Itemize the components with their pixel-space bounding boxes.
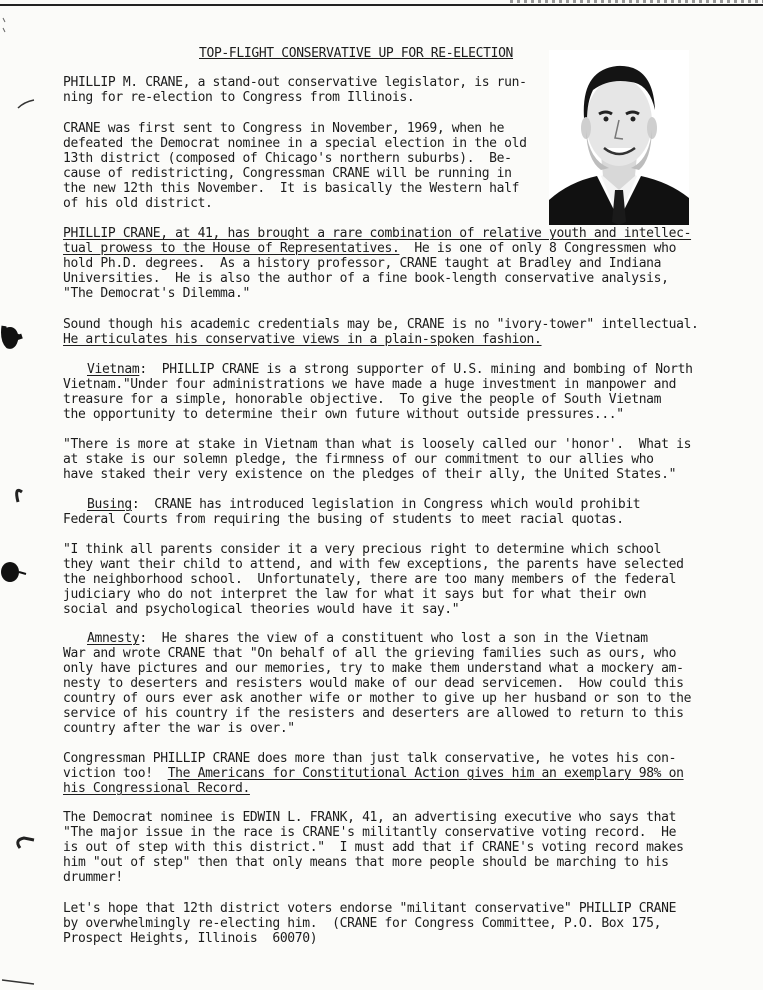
busing-quote-line-1: "I think all parents consider it a very precious right to determine which school [63,542,662,557]
top-border-rule [0,4,763,6]
voting-line-2 [63,766,684,781]
opponent-line-5: drummer! [63,870,123,885]
opponent-line-2: "The major issue in the race is CRANE's militantly conservative voting record. He [63,825,677,840]
background-line-6: of his old district. [63,196,213,211]
background-line-4: cause of redistricting, Congressman CRANE will be running in [63,166,512,181]
vietnam-quote-line-3: have staked their very existence on the pledges of their ally, the United States." [63,467,677,482]
busing-quote-line-2: they want their child to attend, and with few exceptions, the parents have selected [63,557,684,572]
plain-spoken-line-2: He articulates his conservative views in a plain-spoken fashion. [63,332,542,347]
closing-line-3: Prospect Heights, Illinois 60070) [63,931,318,946]
amnesty-line-6: service of his country if the resisters and deserters are allowed to return to this [63,706,684,721]
vietnam-heading: Vietnam [87,362,140,377]
busing-quote-line-4: judiciary who do not interpret the law for what it says but for what their own [63,587,647,602]
busing-quote-line-3: the neighborhood school. Unfortunately, there are too many members of the federal [63,572,677,587]
intro-line-2: ning for re-election to Congress from Illinois. [63,90,415,105]
opponent-line-3: is out of step with this district." I must add that if CRANE's voting record makes [63,840,684,855]
credentials-line-4: Universities. He is also the author of a fine book-length conservative analysis, [63,271,669,286]
voting-line-3: his Congressional Record. [63,781,250,796]
credentials-line-5: "The Democrat's Dilemma." [63,286,250,301]
plain-spoken-line-1: Sound though his academic credentials may be, CRANE is no "ivory-tower" intellectual. [63,317,699,332]
vietnam-quote-line-1: "There is more at stake in Vietnam than what is loosely called our 'honor'. What is [63,437,692,452]
background-line-2: defeated the Democrat nominee in a special election in the old [63,136,527,151]
credentials-underlined-phrase: tual prowess to the House of Representatives. [63,241,400,256]
aca-rating-phrase: The Americans for Constitutional Action gives him an exemplary 98% on [167,766,684,781]
vietnam-quote-line-2: at stake is our solemn pledge, the firmness of our commitment to our allies who [63,452,654,467]
closing-line-1: Let's hope that 12th district voters endorse "militant conservative" PHILLIP CRANE [63,901,677,916]
closing-line-2: by overwhelmingly re-electing him. (CRANE for Congress Committee, P.O. Box 175, [63,916,662,931]
vietnam-line-1-text: : PHILLIP CRANE is a strong supporter of U.S. mining and bombing of North [139,362,693,377]
opponent-line-4: him "out of step" then that only means that more people should be marching to his [63,855,669,870]
credentials-line-3: hold Ph.D. degrees. As a history professor, CRANE taught at Bradley and Indiana [63,256,662,271]
busing-line-1-text: : CRANE has introduced legislation in Congress which would prohibit [131,497,641,512]
amnesty-line-1-text: : He shares the view of a constituent who lost a son in the Vietnam [139,631,648,646]
amnesty-heading: Amnesty [87,631,140,646]
binder-hole-marks [0,0,50,990]
busing-quote-line-5: social and psychological theories would have it say." [63,602,460,617]
candidate-portrait-photo [549,50,689,225]
vietnam-line-4: the opportunity to determine their own future without outside pressures..." [63,407,624,422]
amnesty-line-3: only have pictures and our memories, try to make them understand what a mockery am- [63,661,684,676]
background-line-5: the new 12th this November. It is basically the Western half [63,181,520,196]
opponent-line-1: The Democrat nominee is EDWIN L. FRANK, 41, an advertising executive who says that [63,810,677,825]
amnesty-line-7: country after the war is over." [63,721,295,736]
voting-line-1: Congressman PHILLIP CRANE does more than just talk conservative, he votes his con- [63,751,677,766]
amnesty-line-4: nesty to deserters and resisters would make of our dead servicemen. How could this [63,676,684,691]
headline: TOP-FLIGHT CONSERVATIVE UP FOR RE-ELECTION [199,46,514,61]
intro-line-1: PHILLIP M. CRANE, a stand-out conservative legislator, is run- [63,75,527,90]
vietnam-line-1 [87,362,693,377]
busing-heading: Busing [87,497,132,512]
busing-line-2: Federal Courts from requiring the busing of students to meet racial quotas. [63,512,624,527]
amnesty-line-5: country of ours ever ask another wife or mother to give up her husband or son to the [63,691,692,706]
amnesty-line-2: War and wrote CRANE that "On behalf of all the grieving families such as ours, who [63,646,677,661]
busing-line-1 [87,497,640,512]
credentials-line-1: PHILLIP CRANE, at 41, has brought a rare combination of relative youth and intellec- [63,226,692,241]
background-line-3: 13th district (composed of Chicago's northern suburbs). Be- [63,151,512,166]
credentials-line-2 [63,241,676,256]
top-dotted-rule [510,0,763,3]
amnesty-line-1 [87,631,648,646]
background-line-1: CRANE was first sent to Congress in November, 1969, when he [63,121,505,136]
voting-line-2-lead: viction too! [63,766,168,781]
vietnam-line-2: Vietnam."Under four administrations we have made a huge investment in manpower and [63,377,677,392]
vietnam-line-3: treasure for a simple, honorable objective. To give the people of South Vietnam [63,392,662,407]
credentials-line-2-rest: He is one of only 8 Congressmen who [399,241,677,256]
